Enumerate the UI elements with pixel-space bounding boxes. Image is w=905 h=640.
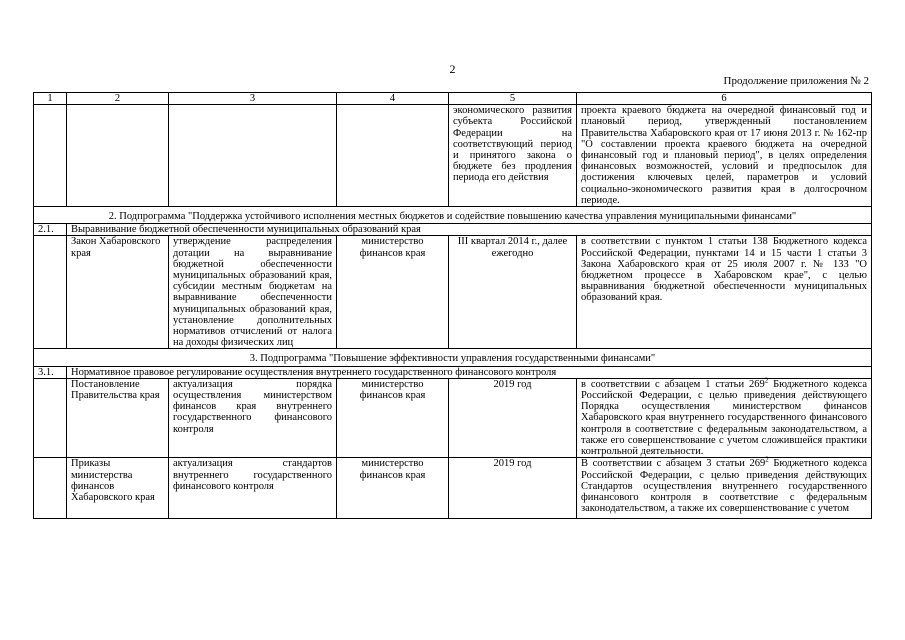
item-number: 2.1. <box>34 224 67 236</box>
header-cell: 4 <box>337 93 449 105</box>
cell-empty <box>67 105 169 207</box>
cell-empty <box>34 458 67 519</box>
header-row <box>34 93 872 105</box>
cell-deadline: III квартал 2014 г., далее ежегодно <box>449 236 577 349</box>
superscript: 2 <box>765 455 769 464</box>
item-row <box>34 366 872 378</box>
cell-executor: министерство финансов края <box>337 378 449 457</box>
cell-content: утверждение распределения дотации на выравнивание бюджетной обеспеченности муниципальных образований края, субсидии местным бюджетам на выравнивание обеспеченности муниципальных образований края, установление дополнительных нормативов отчислений от налога на доходы физических лиц <box>169 236 337 349</box>
cell-content: актуализация стандартов внутреннего государственного финансового контроля <box>169 458 337 519</box>
superscript: 2 <box>764 376 769 385</box>
cell-document: Постановление Правительства края <box>67 378 169 457</box>
rationale-text-start: в соответствии с абзацем 1 статьи 269 <box>581 378 765 390</box>
item-title: Выравнивание бюджетной обеспеченности муниципальных образований края <box>67 224 872 236</box>
cell-executor: министерство финансов края <box>337 458 449 519</box>
cell-rationale: проекта краевого бюджета на очередной финансовый год и плановый период, утвержденный постановлением Правительства Хабаровского края от 17 июня 2013 г. № 162-пр "О составлении проекта краевого бюджета на очередной финансовый год и плановый период", в целях определения финансовых возможностей, условий и предпосылок для достижения ключевых целей, параметров и условий социально-экономического развития края в долгосрочном периоде. <box>577 105 872 207</box>
page-number: 2 <box>449 62 456 76</box>
table-row <box>34 105 872 207</box>
continuation-note: Продолжение приложения № 2 <box>723 75 869 87</box>
cell-empty <box>169 105 337 207</box>
cell-document: Закон Хабаровского края <box>67 236 169 349</box>
item-number: 3.1. <box>34 366 67 378</box>
cell-deadline: 2019 год <box>449 458 577 519</box>
cell-deadline: экономического развития субъекта Российской Федерации на соответствующий период и принятого закона о бюджете без продления периода его действия <box>449 105 577 207</box>
header-cell: 3 <box>169 93 337 105</box>
cell-deadline: 2019 год <box>449 378 577 457</box>
cell-document: Приказы министерства финансов Хабаровского края <box>67 458 169 519</box>
section-row <box>34 207 872 224</box>
table-row <box>34 236 872 349</box>
cell-rationale <box>577 455 872 519</box>
header-cell: 5 <box>449 93 577 105</box>
cell-empty <box>34 236 67 349</box>
section-title: 3. Подпрограмма "Повышение эффективности управления государственными финансами" <box>34 349 872 366</box>
header-cell: 1 <box>34 93 67 105</box>
cell-empty <box>34 105 67 207</box>
item-title: Нормативное правовое регулирование осуществления внутреннего государственного финансового контроля <box>67 366 872 378</box>
rationale-text-end: Бюджетного кодекса Российской Федерации, с целью приведения действующих Стандартов осуществления внутреннего государственного финансового контроля в соответствие с федеральным законодательством, а также их совершенствование с учетом <box>581 458 867 515</box>
table-row <box>34 458 872 519</box>
section-title: 2. Подпрограмма "Поддержка устойчивого исполнения местных бюджетов и содействие повышению качества управления муниципальными финансами" <box>34 207 872 224</box>
rationale-text-end: Бюджетного кодекса Российской Федерации, с целью приведения действующего Порядка осуществления министерством финансов Хабаровского края внутреннего государственного финансового контроля в соответствие с федеральным законодательством, а также его совершенствование с учетом сложившейся практики контрольной деятельности. <box>581 378 867 458</box>
cell-empty <box>337 105 449 207</box>
cell-rationale: в соответствии с пунктом 1 статьи 138 Бюджетного кодекса Российской Федерации, пунктами 14 и 15 части 1 статьи 3 Закона Хабаровского края от 25 июля 2007 г. № 133 "О бюджетном процессе в Хабаровском крае", с целью выравнивания бюджетной обеспеченности муниципальных образований края. <box>577 236 872 349</box>
header-cell: 6 <box>577 93 872 105</box>
cell-executor: министерство финансов края <box>337 236 449 349</box>
cell-content: актуализация порядка осуществления министерством финансов края внутреннего государственного финансового контроля <box>169 378 337 457</box>
section-row <box>34 349 872 366</box>
rationale-text-start: В соответствии с абзацем 3 статьи 269 <box>581 458 766 470</box>
measures-table <box>33 92 872 519</box>
cell-rationale <box>577 378 872 457</box>
item-row <box>34 224 872 236</box>
header-cell: 2 <box>67 93 169 105</box>
cell-empty <box>34 378 67 457</box>
table-row <box>34 378 872 457</box>
